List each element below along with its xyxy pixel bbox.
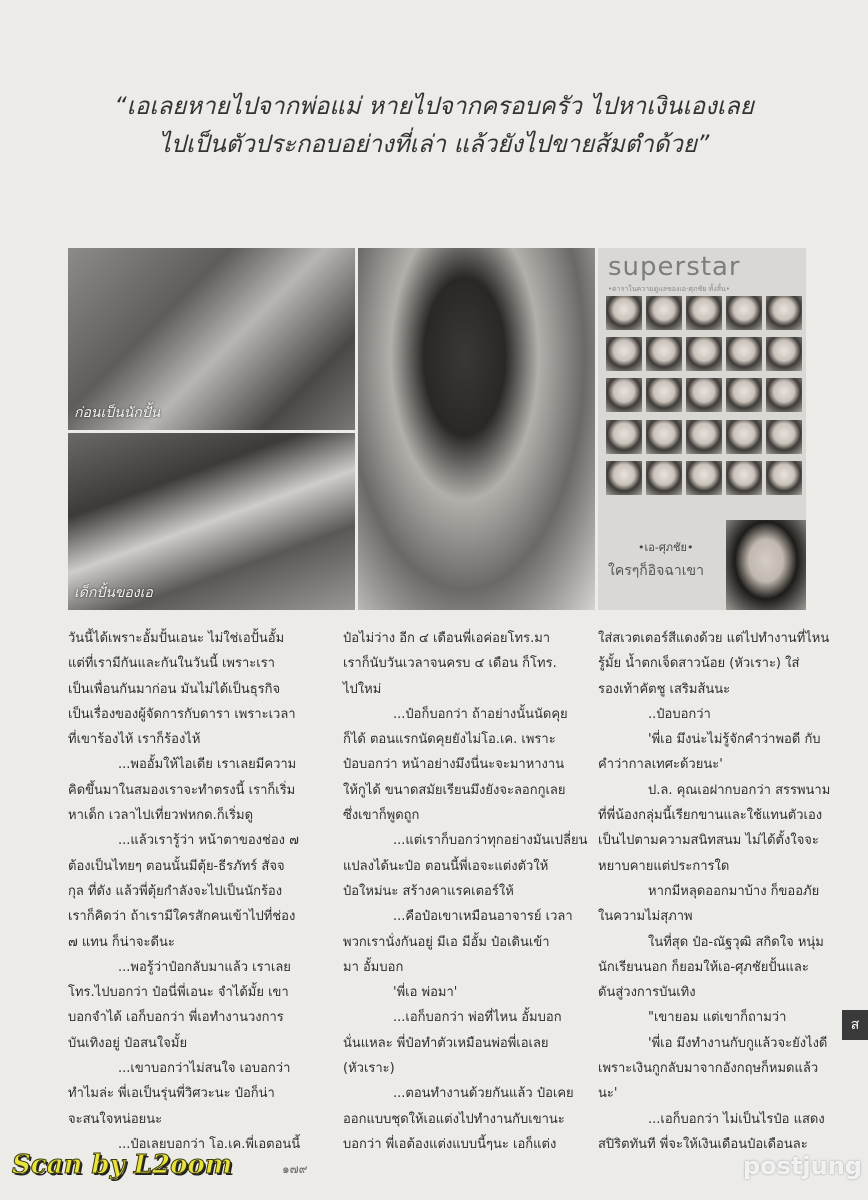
text-line: (หัวเราะ) bbox=[343, 1061, 395, 1077]
headshot bbox=[686, 461, 722, 495]
headshot bbox=[766, 420, 802, 454]
text-line: สปิริตทันที พี่จะให้เงินเดือนป๋อเดือนละ bbox=[598, 1136, 808, 1152]
postjung-watermark: postjung bbox=[742, 1152, 862, 1180]
photo-portrait-small bbox=[726, 520, 806, 610]
text-line: ...คือป๋อเขาเหมือนอาจารย์ เวลา bbox=[393, 909, 573, 925]
text-line: แปลงได้นะป๋อ ตอนนี้พี่เอจะแต่งตัวให้ bbox=[343, 858, 549, 874]
text-line: ...พออั้มให้ไอเดีย เราเลยมีความ bbox=[118, 757, 297, 773]
pull-quote-line-1: “เอเลยหายไปจากพ่อแม่ หายไปจากครอบครัว ไปหาเงินเองเลย bbox=[114, 92, 754, 120]
photo-portrait-main bbox=[358, 248, 595, 610]
headshot bbox=[646, 420, 682, 454]
text-line: ...ตอนทำงานด้วยกันแล้ว ป๋อเคย bbox=[393, 1086, 574, 1102]
text-line: นั่นแหละ พี่ป๋อทำตัวเหมือนพ่อพี่เอเลย bbox=[343, 1035, 549, 1051]
headshot bbox=[766, 296, 802, 330]
headshot bbox=[606, 337, 642, 371]
text-line: บันเทิงอยู่ ป๋อสนใจมั้ย bbox=[68, 1035, 188, 1051]
text-line: ...พอรู้ว่าป๋อกลับมาแล้ว เราเลย bbox=[118, 959, 291, 975]
text-line: ต้องเป็นไทยๆ ตอนนั้นมีตุ้ย-ธีรภัทร์ สัจจ bbox=[68, 858, 285, 874]
headshot bbox=[606, 378, 642, 412]
section-tab: ส bbox=[842, 1010, 868, 1040]
headshot bbox=[726, 420, 762, 454]
text-line: หยาบคายแต่ประการใด bbox=[598, 858, 730, 874]
photo-before-manager bbox=[68, 248, 355, 430]
headshot bbox=[726, 296, 762, 330]
headshot bbox=[646, 378, 682, 412]
photo-caption: เด็กปั้นของเอ bbox=[74, 585, 153, 601]
text-line: "เขายอม แต่เขาก็ถามว่า bbox=[648, 1010, 787, 1026]
talent-headshots bbox=[606, 296, 802, 496]
text-line: 'พี่เอ พ่อมา' bbox=[393, 985, 458, 1001]
headshot bbox=[766, 378, 802, 412]
text-line: จะสนใจหน่อยนะ bbox=[68, 1111, 163, 1127]
text-line: ให้กูได้ ขนาดสมัยเรียนมึงยังจะลอกกูเลย bbox=[343, 782, 566, 798]
text-line: ป๋อไม่ว่าง อีก ๔ เดือนพี่เอค่อยโทร.มา bbox=[343, 631, 551, 646]
text-line: ที่เขาร้องไห้ เราก็ร้องไห้ bbox=[68, 732, 201, 748]
headshot bbox=[766, 461, 802, 495]
text-line: 'พี่เอ มึงน่ะไม่รู้จักคำว่าพอดี กับ bbox=[648, 732, 821, 748]
text-line: ทำไมล่ะ พี่เอเป็นรุ่นพี่วิศวะนะ ป๋อก็น่า bbox=[68, 1086, 275, 1102]
text-line: ...เขาบอกว่าไม่สนใจ เอบอกว่า bbox=[118, 1061, 291, 1077]
text-line: บอกว่า พี่เอต้องแต่งแบบนี้ๆนะ เอก็แต่ง bbox=[343, 1136, 557, 1152]
text-line: ออกแบบชุดให้เอแต่งไปทำงานกับเขานะ bbox=[343, 1111, 565, 1127]
text-line: หาเด็ก เวลาไปเที่ยวฟหกด.ก็เริ่มดู bbox=[68, 808, 254, 824]
text-line: วันนี้ได้เพราะอั้มปั้นเอนะ ไม่ใช่เอปั้นอั้ม bbox=[68, 631, 285, 646]
headshot bbox=[686, 420, 722, 454]
text-line: ซึ่งเขาก็พูดถูก bbox=[343, 808, 420, 824]
text-line: ในที่สุด ป๋อ-ณัฐวุฒิ สกิดใจ หนุ่ม bbox=[648, 934, 824, 950]
headshot bbox=[606, 296, 642, 330]
text-line: ก็ได้ ตอนแรกนัดคุยยังไม่โอ.เค. เพราะ bbox=[343, 732, 556, 748]
superstar-title: superstar bbox=[608, 252, 741, 282]
article-column-3 bbox=[598, 626, 834, 1157]
superstar-subtitle: •ดาราในความดูแลของเอ-ศุภชัย ทั้งสิ้น• bbox=[608, 285, 730, 293]
text-line: เราก็นับวันเวลาจนครบ ๔ เดือน ก็โทร. bbox=[343, 656, 557, 672]
superstar-caption: ใครๆก็อิจฉาเขา bbox=[608, 563, 704, 579]
text-line: ดันสู่วงการบันเทิง bbox=[598, 985, 696, 1001]
text-line: เพราะเงินกูกลับมาจากอังกฤษก็หมดแล้ว bbox=[598, 1061, 819, 1077]
text-line: ...แล้วเรารู้ว่า หน้าตาของช่อง ๗ bbox=[118, 833, 299, 849]
text-line: ในความไม่สุภาพ bbox=[598, 909, 693, 925]
headshot bbox=[646, 337, 682, 371]
text-line: นักเรียนนอก ก็ยอมให้เอ-ศุภชัยปั้นและ bbox=[598, 959, 809, 975]
text-line: โทร.ไปบอกว่า ป๋อนี่พี่เอนะ จำได้มั้ย เขา bbox=[68, 985, 289, 1001]
text-line: ...ป๋อเลยบอกว่า โอ.เค.พี่เอตอนนี้ bbox=[118, 1136, 301, 1152]
text-line: พวกเรานั่งกันอยู่ มีเอ มีอั้ม ป๋อเดินเข้า bbox=[343, 934, 550, 950]
photo-group-talents bbox=[68, 433, 355, 610]
text-line: เป็นเพื่อนกันมาก่อน มันไม่ได้เป็นธุรกิจ bbox=[68, 681, 281, 697]
text-line: เราก็คิดว่า ถ้าเรามีใครสักคนเข้าไปที่ช่อง bbox=[68, 909, 296, 925]
article-column-1 bbox=[68, 626, 330, 1157]
text-line: ใส่สเวตเตอร์สีแดงด้วย แต่ไปทำงานที่ไหน bbox=[598, 631, 830, 646]
text-line: บอกจำได้ เอก็บอกว่า พี่เอทำงานวงการ bbox=[68, 1010, 284, 1026]
text-line: กุล ที่ดัง แล้วพี่ตุ้ยกำลังจะไปเป็นนักร้อง bbox=[68, 883, 283, 899]
headshot bbox=[686, 378, 722, 412]
page-number: ๑๗๙ bbox=[282, 1162, 308, 1176]
pull-quote-line-2: ไปเป็นตัวประกอบอย่างที่เล่า แล้วยังไปขายส้มตำด้วย” bbox=[158, 130, 710, 158]
text-line: ...เอก็บอกว่า ไม่เป็นไรป๋อ แสดง bbox=[648, 1111, 825, 1127]
headshot bbox=[726, 378, 762, 412]
text-line: เป็นไปตามความสนิทสนม ไม่ได้ตั้งใจจะ bbox=[598, 833, 819, 849]
headshot bbox=[686, 337, 722, 371]
scan-credit-logo: Scan by L2oom bbox=[12, 1150, 233, 1180]
text-line: หากมีหลุดออกมาบ้าง ก็ขออภัย bbox=[648, 883, 820, 899]
headshot bbox=[726, 337, 762, 371]
superstar-name: •เอ-ศุภชัย• bbox=[638, 541, 694, 554]
text-line: ..ป๋อบอกว่า bbox=[648, 706, 711, 722]
text-line: แต่ที่เรามีกันและกันในวันนี้ เพราะเรา bbox=[68, 656, 275, 672]
headshot bbox=[766, 337, 802, 371]
text-line: เป็นเรื่องของผู้จัดการกับดารา เพราะเวลา bbox=[68, 706, 296, 722]
text-line: ที่พี่น้องกลุ่มนี้เรียกขานและใช้แทนตัวเอง bbox=[598, 808, 823, 824]
text-line: ...เอก็บอกว่า พ่อที่ไหน อั้มบอก bbox=[393, 1010, 562, 1026]
photo-caption: ก่อนเป็นนักปั้น bbox=[74, 405, 161, 421]
text-line: ป๋อใหม่นะ สร้างคาแรคเตอร์ให้ bbox=[343, 883, 514, 899]
headshot bbox=[606, 420, 642, 454]
text-line: นะ' bbox=[598, 1086, 618, 1102]
text-line: ป๋อบอกว่า หน้าอย่างมึงนี่นะจะมาหางาน bbox=[343, 757, 565, 773]
text-line: รองเท้าคัตชู เสริมส้นนะ bbox=[598, 681, 731, 697]
headshot bbox=[606, 461, 642, 495]
article-column-2 bbox=[343, 626, 588, 1157]
headshot bbox=[726, 461, 762, 495]
text-line: 'พี่เอ มึงทำงานกับกูแล้วจะยังไงดี bbox=[648, 1035, 828, 1051]
text-line: มา อั้มบอก bbox=[343, 959, 404, 975]
headshot bbox=[686, 296, 722, 330]
headshot bbox=[646, 296, 682, 330]
text-line: รู้มั้ย น้ำตกเจ็ดสาวน้อย (หัวเราะ) ใส่ bbox=[598, 656, 800, 672]
text-line: ๗ แทน ก็น่าจะดีนะ bbox=[68, 934, 175, 950]
headshot bbox=[646, 461, 682, 495]
superstar-panel bbox=[598, 248, 806, 610]
text-line: ...แต่เราก็บอกว่าทุกอย่างมันเปลี่ยน bbox=[393, 833, 588, 849]
text-line: ...ป๋อก็บอกว่า ถ้าอย่างนั้นนัดคุย bbox=[393, 706, 568, 722]
text-line: คำว่ากาลเทศะด้วยนะ' bbox=[598, 757, 723, 773]
text-line: คิดขึ้นมาในสมองเราจะทำตรงนี้ เราก็เริ่ม bbox=[68, 782, 296, 798]
text-line: ป.ล. คุณเอฝากบอกว่า สรรพนาม bbox=[648, 782, 831, 798]
text-line: ไปใหม่ bbox=[343, 681, 382, 697]
